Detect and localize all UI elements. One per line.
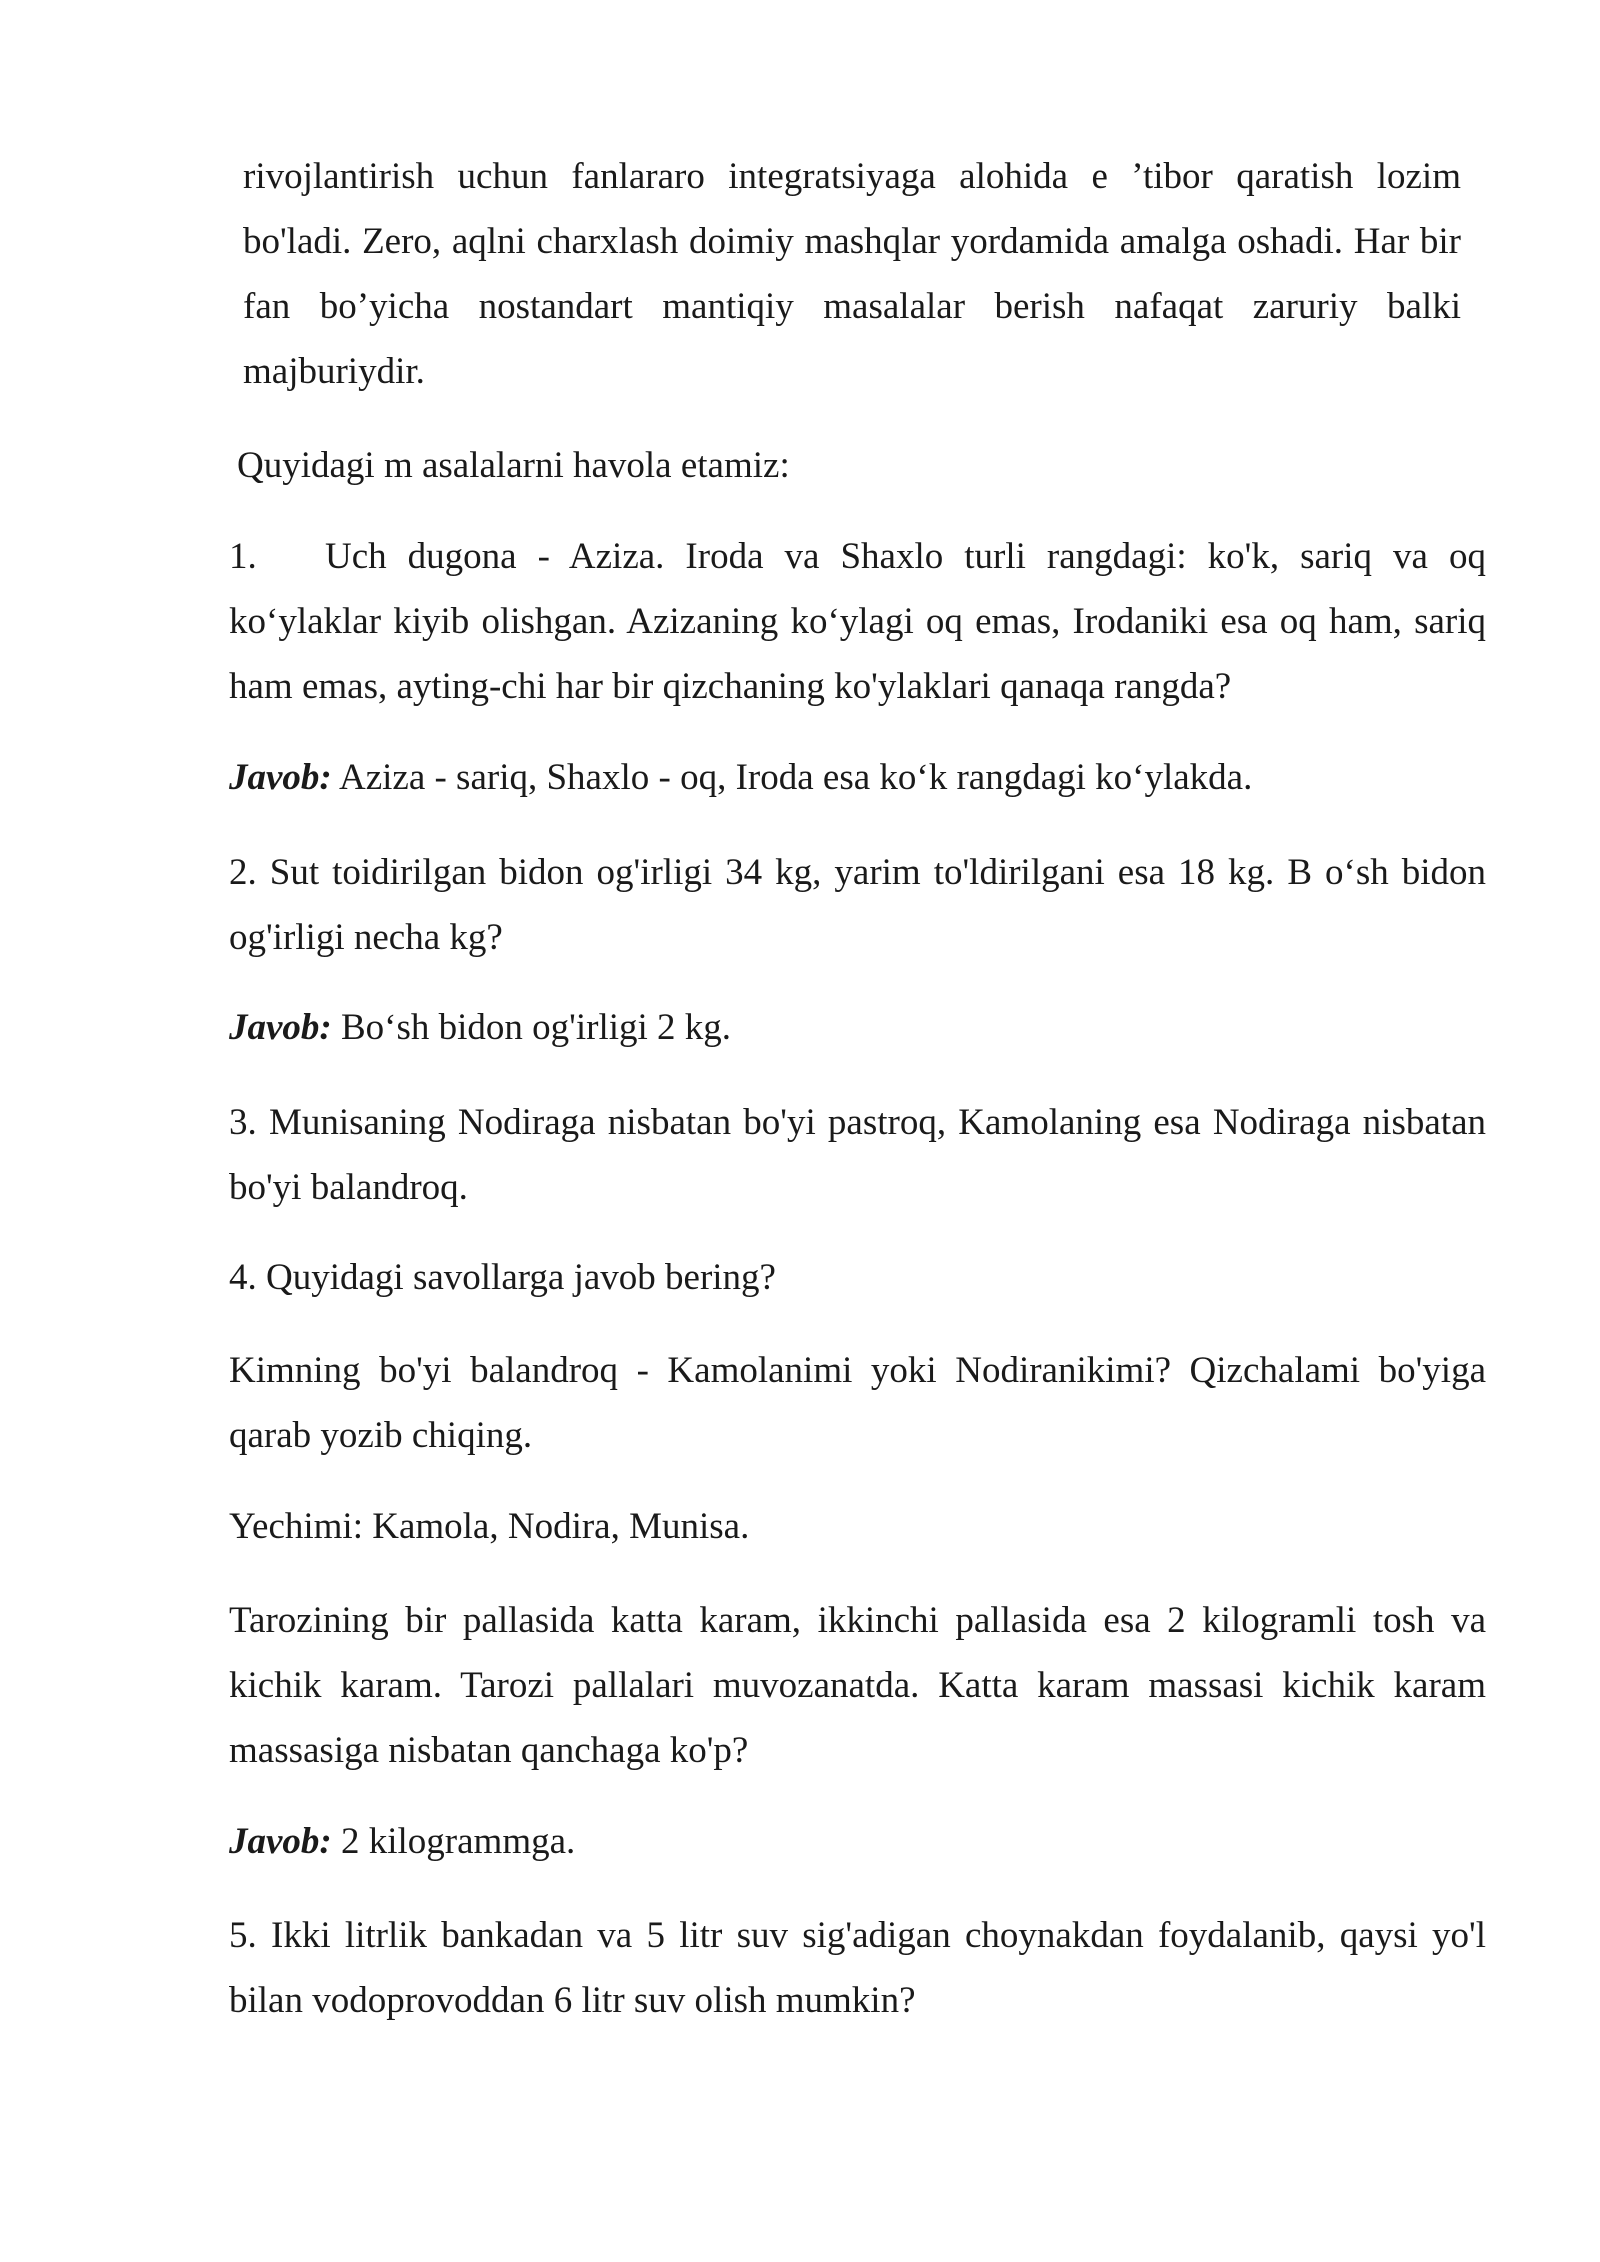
problem-1-text: Uch dugona - Aziza. Iroda va Shaxlo turli rangdagi: ko'k, sariq va oq ko‘ylaklar kiyib olishgan. Azizaning ko‘ylagi oq emas, Irodaniki esa oq ham, sariq ham emas, ayting-chi har bir qizchaning ko'ylaklari qanaqa rangda? — [229, 536, 1486, 707]
problem-1-number: 1. — [229, 536, 257, 577]
lead-paragraph: Quyidagi m asalalarni havola etamiz: — [237, 445, 790, 486]
answer-label: Javob: — [229, 1821, 332, 1862]
problem-5: 5. Ikki litrlik bankadan va 5 litr suv sig'adigan choynakdan foydalanib, qaysi yo'l bilan vodoprovoddan 6 litr suv olish mumkin? — [229, 1915, 1486, 2021]
answer-label: Javob: — [229, 1007, 332, 1048]
solution-paragraph: Yechimi: Kamola, Nodira, Munisa. — [229, 1506, 750, 1547]
answer-label: Javob: — [229, 757, 332, 798]
answer-3-text: 2 kilogrammga. — [341, 1821, 576, 1862]
problem-4: 4. Quyidagi savollarga javob bering? — [229, 1257, 776, 1298]
answer-3 — [229, 1809, 1486, 1874]
scale-problem: Tarozining bir pallasida katta karam, ikkinchi pallasida esa 2 kilogramli tosh va kichik karam. Tarozi pallalari muvozanatda. Katta karam massasi kichik karam massasiga nisbatan qanchaga ko'p? — [229, 1600, 1486, 1771]
problem-2: 2. Sut toidirilgan bidon og'irligi 34 kg, yarim to'ldirilgani esa 18 kg. B o‘sh bidon og'irligi necha kg? — [229, 852, 1486, 958]
problem-3: 3. Munisaning Nodiraga nisbatan bo'yi pastroq, Kamolaning esa Nodiraga nisbatan bo'yi balandroq. — [229, 1102, 1486, 1208]
intro-paragraph: rivojlantirish uchun fanlararo integratsiyaga alohida e ’tibor qaratish lozim bo'ladi. Zero, aqlni charxlash doimiy mashqlar yordamida amalga oshadi. Har bir fan bo’yicha nostandart mantiqiy masalalar berish nafaqat zaruriy balki majburiydir. — [243, 156, 1461, 392]
answer-1-text: Aziza - sariq, Shaxlo - oq, Iroda esa ko‘k rangdagi ko‘ylakda. — [338, 757, 1253, 798]
answer-2-text: Bo‘sh bidon og'irligi 2 kg. — [341, 1007, 732, 1048]
question-paragraph: Kimning bo'yi balandroq - Kamolanimi yoki Nodiranikimi? Qizchalami bo'yiga qarab yozib chiqing. — [229, 1350, 1486, 1456]
problem-1 — [229, 524, 1486, 719]
answer-1 — [229, 745, 1486, 810]
answer-2 — [229, 995, 1486, 1060]
